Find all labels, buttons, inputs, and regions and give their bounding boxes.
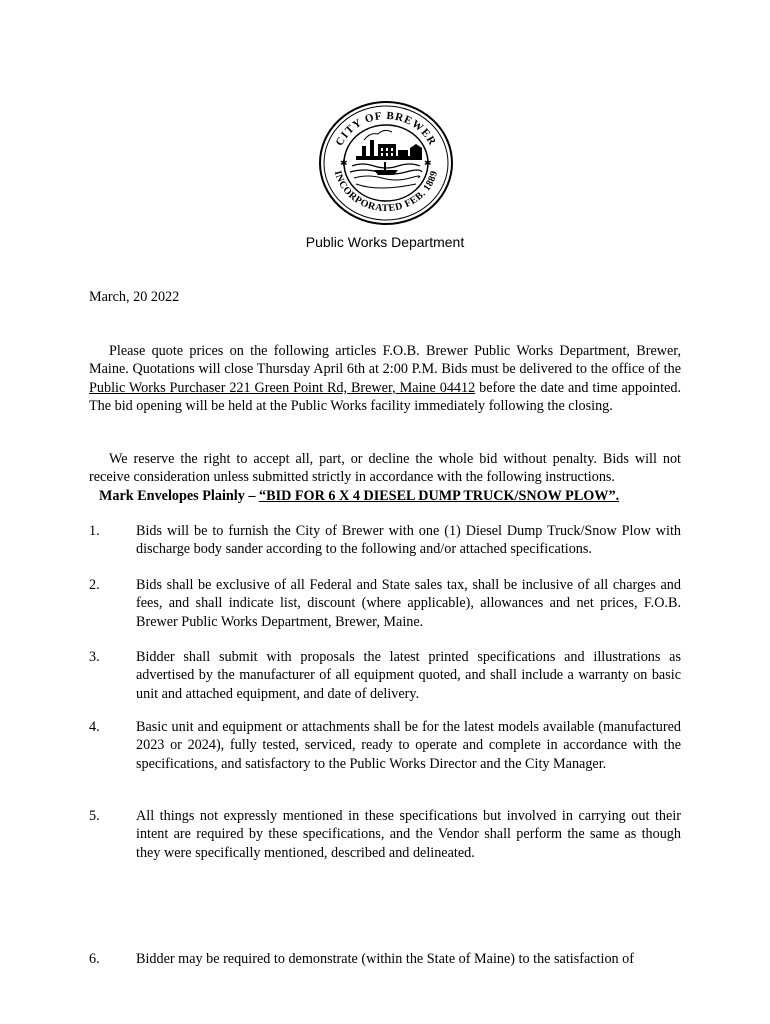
list-item-number: 5. — [89, 808, 100, 824]
list-item-number: 6. — [89, 951, 100, 967]
svg-text:✱: ✱ — [340, 158, 348, 168]
svg-text:INCORPORATED FEB. 1889: INCORPORATED FEB. 1889 — [331, 169, 441, 215]
list-item-text: Bids will be to furnish the City of Brewer with one (1) Diesel Dump Truck/Snow Plow with discharge body sander according to the following and/or attached specifications. — [136, 523, 681, 558]
list-item-number: 4. — [89, 719, 100, 735]
intro-text-part1: Please quote prices on the following articles F.O.B. Brewer Public Works Department, Brewer, Maine. Quotations will close Thursday April 6th at 2:00 P.M. Bids must be delivered to the office of the — [89, 343, 681, 378]
list-item-text: All things not expressly mentioned in these specifications but involved in carrying out their intent are required by these specifications, and the Vendor shall perform the same as though they were specifically mentioned, described and delineated. — [136, 808, 681, 861]
list-item-text: Bids shall be exclusive of all Federal and State sales tax, shall be inclusive of all charges and fees, and shall indicate list, discount (where applicable), allowances and net prices, F.O.B. Brewer Public Works Department, Brewer, Maine. — [136, 577, 681, 630]
list-item-number: 2. — [89, 577, 100, 593]
svg-text:CITY OF BREWER: CITY OF BREWER — [333, 109, 439, 148]
bid-title: “BID FOR 6 X 4 DIESEL DUMP TRUCK/SNOW PLOW”. — [259, 487, 620, 504]
reserve-paragraph — [89, 450, 681, 505]
list-item-number: 1. — [89, 523, 100, 539]
intro-text-part2: before the date and time appointed. The bid opening will be held at the Public Works facility immediately following the closing. — [89, 379, 682, 415]
svg-text:✱: ✱ — [424, 158, 432, 168]
mark-envelopes-label: Mark Envelopes Plainly – — [99, 487, 260, 504]
list-item-text: Basic unit and equipment or attachments shall be for the latest models available (manufactured 2023 or 2024), fully tested, serviced, ready to operate and complete in accordance with the specifications, and satisfactory to the Public Works Director and the City Manager. — [136, 719, 681, 772]
letter-date: March, 20 2022 — [89, 289, 180, 305]
reserve-text: We reserve the right to accept all, part, or decline the whole bid without penalty. Bids will not receive consideration unless submitted strictly in accordance with the following instructions. — [89, 451, 681, 486]
list-item-text: Bidder shall submit with proposals the latest printed specifications and illustrations as advertised by the manufacturer of all equipment quoted, and shall include a warranty on basic unit and attached equipment, and date of delivery. — [136, 649, 681, 702]
city-seal-logo — [318, 100, 454, 226]
list-item-number: 3. — [89, 649, 100, 665]
list-item-text: Bidder may be required to demonstrate (within the State of Maine) to the satisfaction of — [136, 951, 634, 967]
purchaser-address: Public Works Purchaser 221 Green Point Rd, Brewer, Maine 04412 — [89, 379, 476, 396]
department-heading: Public Works Department — [305, 234, 465, 250]
intro-paragraph — [89, 342, 681, 416]
